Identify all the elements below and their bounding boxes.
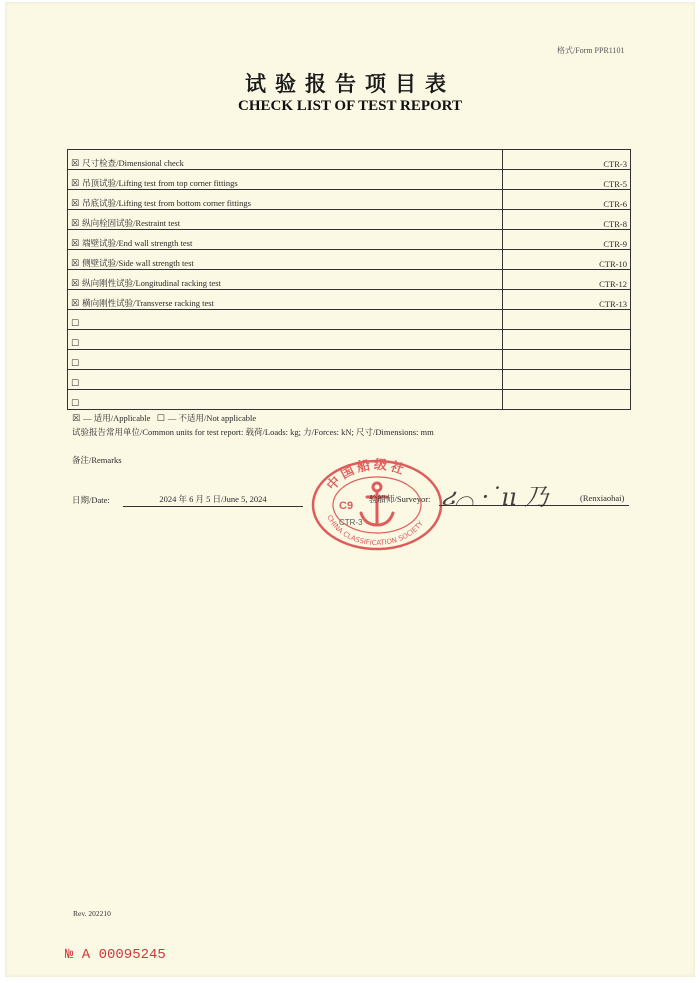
checklist-item <box>68 350 503 370</box>
checked-box-icon: ☒ <box>71 239 80 249</box>
checklist-item-code: CTR-5 <box>503 170 631 190</box>
checked-box-icon: ☒ <box>71 199 80 209</box>
revision-number: Rev. 202210 <box>73 909 111 918</box>
checklist-row <box>68 230 631 250</box>
svg-text:中国船级社 <box>324 457 409 494</box>
title-english: CHECK LIST OF TEST REPORT <box>238 98 462 114</box>
checklist-row <box>68 270 631 290</box>
checked-box-icon: ☒ <box>71 259 80 269</box>
form-number: 格式/Form PPR1101 <box>557 46 625 55</box>
checklist-item-label: 纵向栓固试验/Restraint test <box>82 218 181 228</box>
date-label: 日期/Date: <box>72 495 110 505</box>
checklist-item-label: 尺寸检查/Dimensional check <box>82 158 184 168</box>
checklist-item-label: 侧壁试验/Side wall strength test <box>82 258 194 268</box>
checklist-item <box>68 330 503 350</box>
legend-applicable: — 适用/Applicable <box>83 413 151 423</box>
checklist-item-code: CTR-8 <box>503 210 631 230</box>
surveyor-signature: ሪ⌒ ·˙ıı 乃 <box>441 483 549 511</box>
unchecked-box-icon: ☐ <box>71 399 80 409</box>
legend <box>72 412 256 424</box>
checklist-item <box>68 270 503 290</box>
checklist-item-code: CTR-13 <box>503 290 631 310</box>
unchecked-box-icon: ☐ <box>156 414 165 424</box>
units-note: 试验报告常用单位/Common units for test report: 载荷/Loads: kg; 力/Forces: kN; 尺寸/Dimensions: mm <box>72 427 434 437</box>
date-value: 2024 年 6 月 5 日/June 5, 2024 <box>123 493 303 507</box>
checked-box-icon: ☒ <box>72 414 81 424</box>
stamp-code: C9 <box>339 500 354 512</box>
checklist-row <box>68 170 631 190</box>
checklist-item-label: 横向刚性试验/Transverse racking test <box>82 298 214 308</box>
surveyor-label: 验船师/Surveyor: <box>369 494 431 504</box>
checklist-item <box>68 250 503 270</box>
checked-box-icon: ☒ <box>71 299 80 309</box>
checklist-row <box>68 370 631 390</box>
checklist-item-label: 纵向刚性试验/Longitudinal racking test <box>82 278 221 288</box>
report-page <box>5 2 695 977</box>
checked-box-icon: ☒ <box>71 219 80 229</box>
checklist-row <box>68 390 631 410</box>
unchecked-box-icon: ☐ <box>71 339 80 349</box>
checklist-item-code <box>503 350 631 370</box>
checklist-item-code <box>503 330 631 350</box>
checklist-item <box>68 210 503 230</box>
checklist-row <box>68 310 631 330</box>
checklist-row <box>68 150 631 170</box>
checklist-item-label: 吊底试验/Lifting test from bottom corner fittings <box>82 198 251 208</box>
checklist-row <box>68 290 631 310</box>
checklist-row <box>68 210 631 230</box>
checklist-item <box>68 390 503 410</box>
checklist-item <box>68 170 503 190</box>
checklist-row <box>68 250 631 270</box>
checklist-item-label: 端壁试验/End wall strength test <box>82 238 193 248</box>
checklist-row <box>68 330 631 350</box>
checklist-item <box>68 230 503 250</box>
unchecked-box-icon: ☐ <box>71 379 80 389</box>
unchecked-box-icon: ☐ <box>71 319 80 329</box>
checklist-item <box>68 290 503 310</box>
title-chinese: 试验报告项目表 <box>245 72 455 96</box>
checklist-item-code: CTR-10 <box>503 250 631 270</box>
stamp-top-text: 中国船级社 <box>324 457 409 494</box>
checklist-item-code: CTR-9 <box>503 230 631 250</box>
checked-box-icon: ☒ <box>71 159 80 169</box>
checklist-item-code: CTR-3 <box>503 150 631 170</box>
checklist-table <box>67 149 631 410</box>
checklist-row <box>68 350 631 370</box>
checklist-item-code <box>503 310 631 330</box>
checked-box-icon: ☒ <box>71 179 80 189</box>
checklist-item <box>68 190 503 210</box>
serial-number: № A 00095245 <box>65 947 166 963</box>
checked-box-icon: ☒ <box>71 279 80 289</box>
checklist-item-code: CTR-12 <box>503 270 631 290</box>
checklist-item <box>68 150 503 170</box>
checklist-item <box>68 310 503 330</box>
checklist-item <box>68 370 503 390</box>
stamp-sub: CTR-3 <box>339 518 363 527</box>
unchecked-box-icon: ☐ <box>71 359 80 369</box>
checklist-item-code: CTR-6 <box>503 190 631 210</box>
checklist-row <box>68 190 631 210</box>
stamp-bottom-text: CHINA CLASSIFICATION SOCIETY <box>325 513 425 548</box>
checklist-item-label: 吊顶试验/Lifting test from top corner fittings <box>82 178 238 188</box>
checklist-item-code <box>503 370 631 390</box>
remarks-label: 备注/Remarks <box>72 455 122 465</box>
surveyor-name: (Renxiaohai) <box>580 493 625 503</box>
legend-not-applicable: — 不适用/Not applicable <box>167 413 257 423</box>
checklist-item-code <box>503 390 631 410</box>
